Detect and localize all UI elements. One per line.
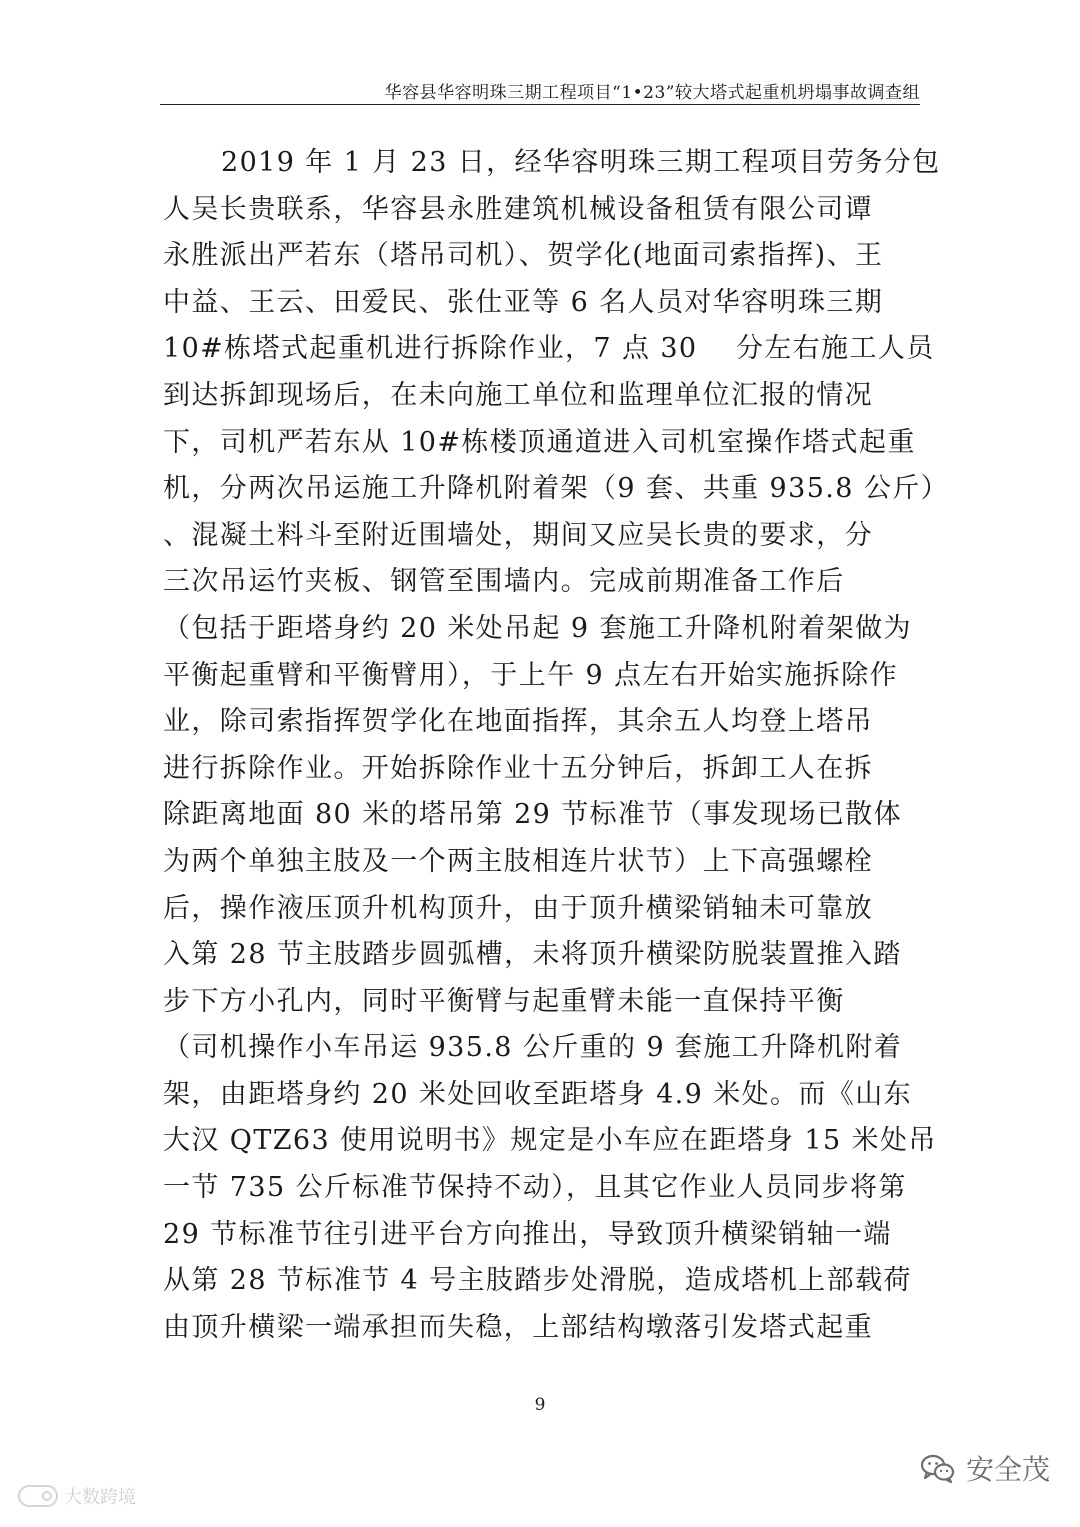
- body-line: （包括于距塔身约 20 米处吊起 9 套施工升降机附着架做为: [163, 612, 912, 644]
- body-line: 平衡起重臂和平衡臂用），于上午 9 点左右开始实施拆除作: [163, 659, 899, 691]
- body-line: （司机操作小车吊运 935.8 公斤重的 9 套施工升降机附着: [163, 1032, 903, 1064]
- wechat-icon: [920, 1453, 956, 1483]
- body-line: 步下方小孔内，同时平衡臂与起重臂未能一直保持平衡: [163, 985, 845, 1017]
- watermark-left: [18, 1481, 136, 1511]
- header-divider: [160, 104, 920, 105]
- body-line: 业，除司索指挥贺学化在地面指挥，其余五人均登上塔吊: [163, 706, 873, 738]
- body-line: 2019 年 1 月 23 日，经华容明珠三期工程项目劳务分包: [221, 147, 941, 178]
- body-line: 29 节标准节往引进平台方向推出，导致顶升横梁销轴一端: [163, 1218, 892, 1250]
- body-line: 为两个单独主肢及一个两主肢相连片状节）上下高强螺栓: [163, 845, 873, 877]
- body-line: 大汉 QTZ63 使用说明书》规定是小车应在距塔身 15 米处吊: [163, 1125, 937, 1157]
- body-line: 后，操作液压顶升机构顶升，由于顶升横梁销轴未可靠放: [163, 892, 873, 924]
- body-line: 一节 735 公斤标准节保持不动），且其它作业人员同步将第: [163, 1172, 907, 1204]
- body-line: 入第 28 节主肢踏步圆弧槽，未将顶升横梁防脱装置推入踏: [163, 939, 902, 971]
- body-line: 、混凝土料斗至附近围墙处，期间又应吴长贵的要求，分: [163, 519, 873, 551]
- running-header: 华容县华容明珠三期工程项目“1•23”较大塔式起重机坍塌事故调查组: [384, 83, 920, 103]
- page-number: 9: [534, 1395, 546, 1415]
- body-line: 机，分两次吊运施工升降机附着架（9 套、共重 935.8 公斤）: [163, 473, 950, 505]
- brand-logo-icon: [18, 1485, 58, 1507]
- watermark-right: [920, 1448, 1050, 1488]
- body-line: 中益、王云、田爱民、张仕亚等 6 名人员对华容明珠三期: [163, 286, 884, 318]
- body-line: 人吴长贵联系，华容县永胜建筑机械设备租赁有限公司谭: [163, 193, 873, 225]
- body-line: 到达拆卸现场后，在未向施工单位和监理单位汇报的情况: [163, 379, 873, 411]
- body-line: 10#栋塔式起重机进行拆除作业，7 点 30 分左右施工人员: [163, 333, 935, 365]
- body-line: 进行拆除作业。开始拆除作业十五分钟后，拆卸工人在拆: [163, 752, 873, 784]
- body-line: 由顶升横梁一端承担而失稳，上部结构墩落引发塔式起重: [163, 1311, 873, 1343]
- body-line: 除距离地面 80 米的塔吊第 29 节标准节（事发现场已散体: [163, 799, 903, 831]
- body-line: 永胜派出严若东（塔吊司机）、贺学化(地面司索指挥)、王: [163, 240, 884, 272]
- body-line: 架，由距塔身约 20 米处回收至距塔身 4.9 米处。而《山东: [163, 1078, 913, 1110]
- watermark-left-text: 大数跨境: [64, 1487, 136, 1508]
- watermark-right-text: 安全茂: [965, 1453, 1050, 1486]
- body-text: [163, 140, 950, 1351]
- body-line: 从第 28 节标准节 4 号主肢踏步处滑脱，造成塔机上部载荷: [163, 1265, 912, 1297]
- body-line: 下，司机严若东从 10#栋楼顶通道进入司机室操作塔式起重: [163, 426, 916, 458]
- body-line: 三次吊运竹夹板、钢管至围墙内。完成前期准备工作后: [163, 566, 845, 598]
